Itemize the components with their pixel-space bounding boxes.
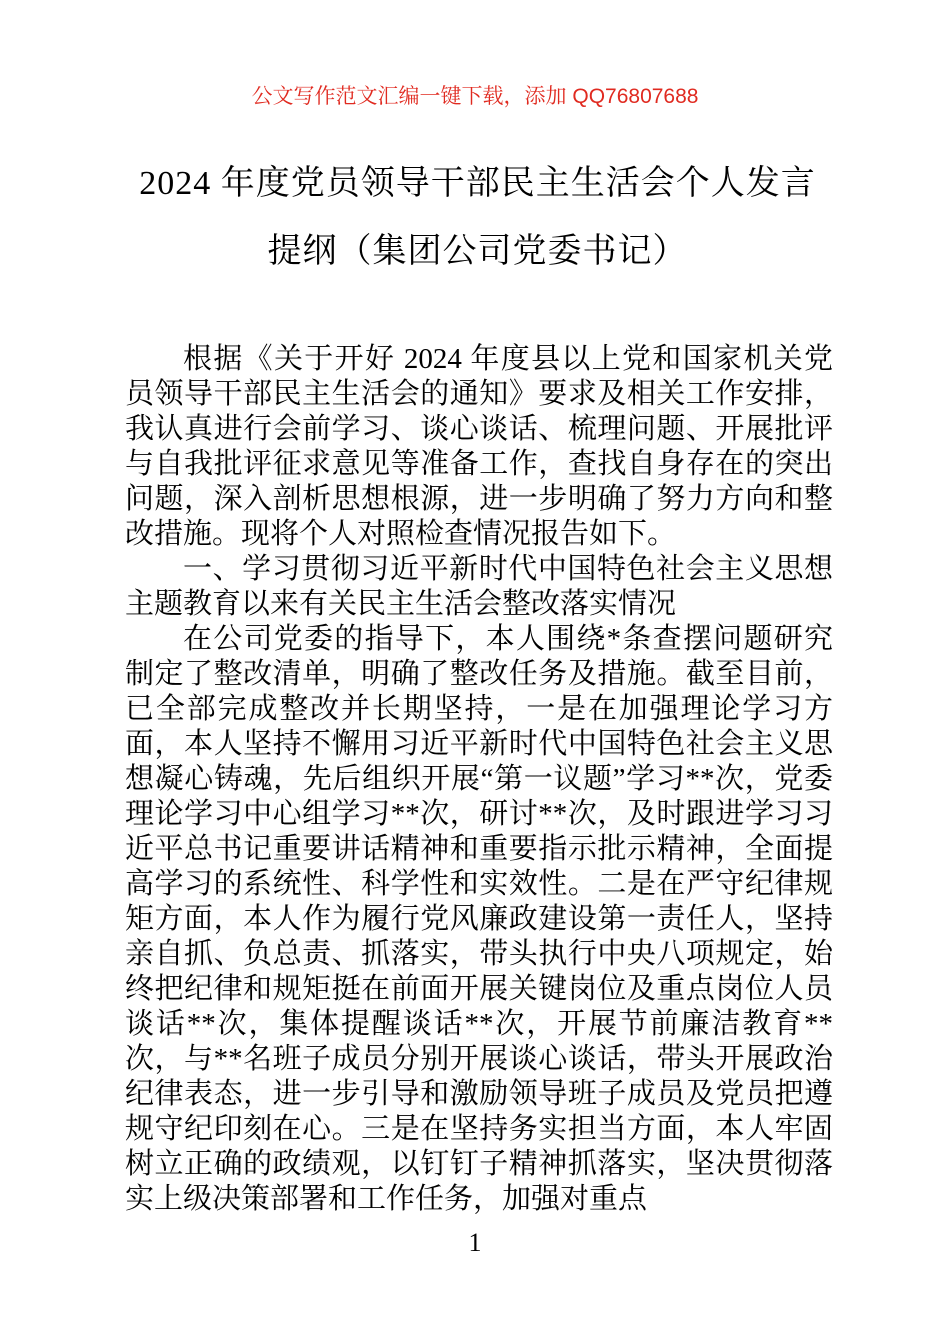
page-number: 1 xyxy=(468,1228,482,1257)
document-body xyxy=(125,342,833,1217)
body-paragraph: 在公司党委的指导下，本人围绕*条查摆问题研究制定了整改清单，明确了整改任务及措施。截至目前，已全部完成整改并长期坚持，一是在加强理论学习方面，本人坚持不懈用习近平新时代中国特色社会主义思想凝心铸魂，先后组织开展“第一议题”学习**次，党委理论学习中心组学习**次，研讨**次，及时跟进学习习近平总书记重要讲话精神和重要指示批示精神，全面提高学习的系统性、科学性和实效性。二是在严守纪律规矩方面，本人作为履行党风廉政建设第一责任人，坚持亲自抓、负总责、抓落实，带头执行中央八项规定，始终把纪律和规矩挺在前面开展关键岗位及重点岗位人员谈话**次，集体提醒谈话**次，开展节前廉洁教育**次，与**名班子成员分别开展谈心谈话，带头开展政治纪律表态，进一步引导和激励领导班子成员及党员把遵规守纪印刻在心。三是在坚持务实担当方面，本人牢固树立正确的政绩观，以钉钉子精神抓落实，坚决贯彻落实上级决策部署和工作任务，加强对重点 xyxy=(125,623,833,1215)
body-paragraph: 根据《关于开好 2024 年度县以上党和国家机关党员领导干部民主生活会的通知》要求及相关工作安排，我认真进行会前学习、谈心谈话、梳理问题、开展批评与自我批评征求意见等准备工作，查找自身存在的突出问题，深入剖析思想根源，进一步明确了努力方向和整改措施。现将个人对照检查情况报告如下。 xyxy=(125,343,833,550)
document-title: 2024 年度党员领导干部民主生活会个人发言提纲（集团公司党委书记） xyxy=(139,165,816,270)
section-heading-paragraph: 一、学习贯彻习近平新时代中国特色社会主义思想主题教育以来有关民主生活会整改落实情况 xyxy=(125,553,833,620)
promo-header-text: 公文写作范文汇编一键下载，添加 QQ76807688 xyxy=(251,85,699,108)
